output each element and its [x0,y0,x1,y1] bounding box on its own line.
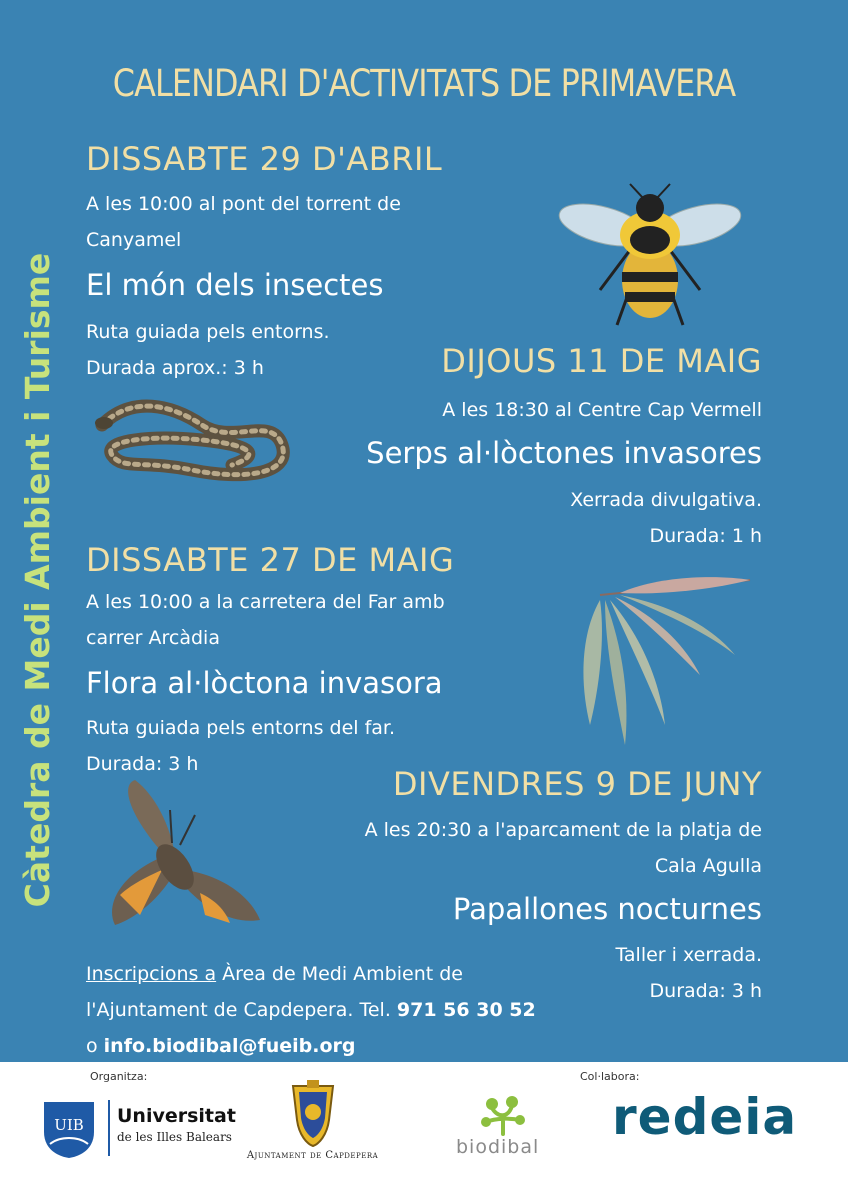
uib-subtitle: de les Illes Balears [117,1130,232,1144]
capdepera-name: Ajuntament de Capdepera [246,1150,379,1161]
event-4-location-line2: Cala Agulla [654,855,762,877]
event-1-location-line2: Canyamel [86,229,182,251]
event-4-duration: Durada: 3 h [649,980,762,1002]
moth-illustration [100,775,270,935]
inscriptions-line2: l'Ajuntament de Capdepera. Tel. [86,999,397,1021]
inscriptions-line1: Àrea de Medi Ambient de [216,963,463,985]
uib-badge-text: UIB [54,1116,84,1134]
event-3-location-line2: carrer Arcàdia [86,627,220,649]
event-3-duration: Durada: 3 h [86,753,199,775]
biodibal-logo-icon[interactable] [478,1094,528,1136]
inscriptions-link[interactable]: Inscripcions a [86,963,217,985]
event-2-duration: Durada: 1 h [649,525,762,547]
event-4-activity: Papallones nocturnes [452,892,762,926]
collabora-label: Col·labora: [580,1070,640,1083]
bee-illustration [555,180,745,330]
footer [0,1062,848,1200]
biodibal-name: biodibal [456,1136,540,1158]
capdepera-crest-icon[interactable] [285,1080,341,1150]
event-4-description: Taller i xerrada. [615,944,762,966]
redeia-logo[interactable]: redeia [612,1088,798,1146]
uib-divider [108,1100,110,1156]
event-1-duration: Durada aprox.: 3 h [86,357,264,379]
event-1-description: Ruta guiada pels entorns. [86,321,330,343]
leaves-illustration [560,575,760,750]
email-link[interactable]: info.biodibal@fueib.org [103,1035,356,1057]
event-4-location-line1: A les 20:30 a l'aparcament de la platja de [364,819,762,841]
event-4-date: DIVENDRES 9 DE JUNY [392,765,762,803]
event-3-description: Ruta guiada pels entorns del far. [86,717,396,739]
event-1-location-line1: A les 10:00 al pont del torrent de [86,193,401,215]
organitza-label: Organitza: [90,1070,148,1083]
uib-name: Universitat [117,1105,236,1127]
sidebar-vertical-text: Càtedra de Medi Ambient i Turisme [18,252,57,908]
event-3-date: DISSABTE 27 DE MAIG [86,541,455,579]
event-2-location-line1: A les 18:30 al Centre Cap Vermell [442,399,762,421]
phone-number[interactable]: 971 56 30 52 [396,999,536,1021]
event-3-activity: Flora al·lòctona invasora [86,666,443,700]
event-2-activity: Serps al·lòctones invasores [366,436,762,470]
inscriptions-line3-prefix: o [86,1035,104,1057]
event-1-date: DISSABTE 29 D'ABRIL [86,140,443,178]
event-3-location-line1: A les 10:00 a la carretera del Far amb [86,591,445,613]
event-2-description: Xerrada divulgativa. [570,489,762,511]
inscriptions-block [86,956,536,1064]
page-title: CALENDARI D'ACTIVITATS DE PRIMAVERA [112,62,736,105]
event-1-activity: El món dels insectes [86,268,384,302]
snake-illustration [92,395,292,485]
event-2-date: DIJOUS 11 DE MAIG [441,342,762,380]
